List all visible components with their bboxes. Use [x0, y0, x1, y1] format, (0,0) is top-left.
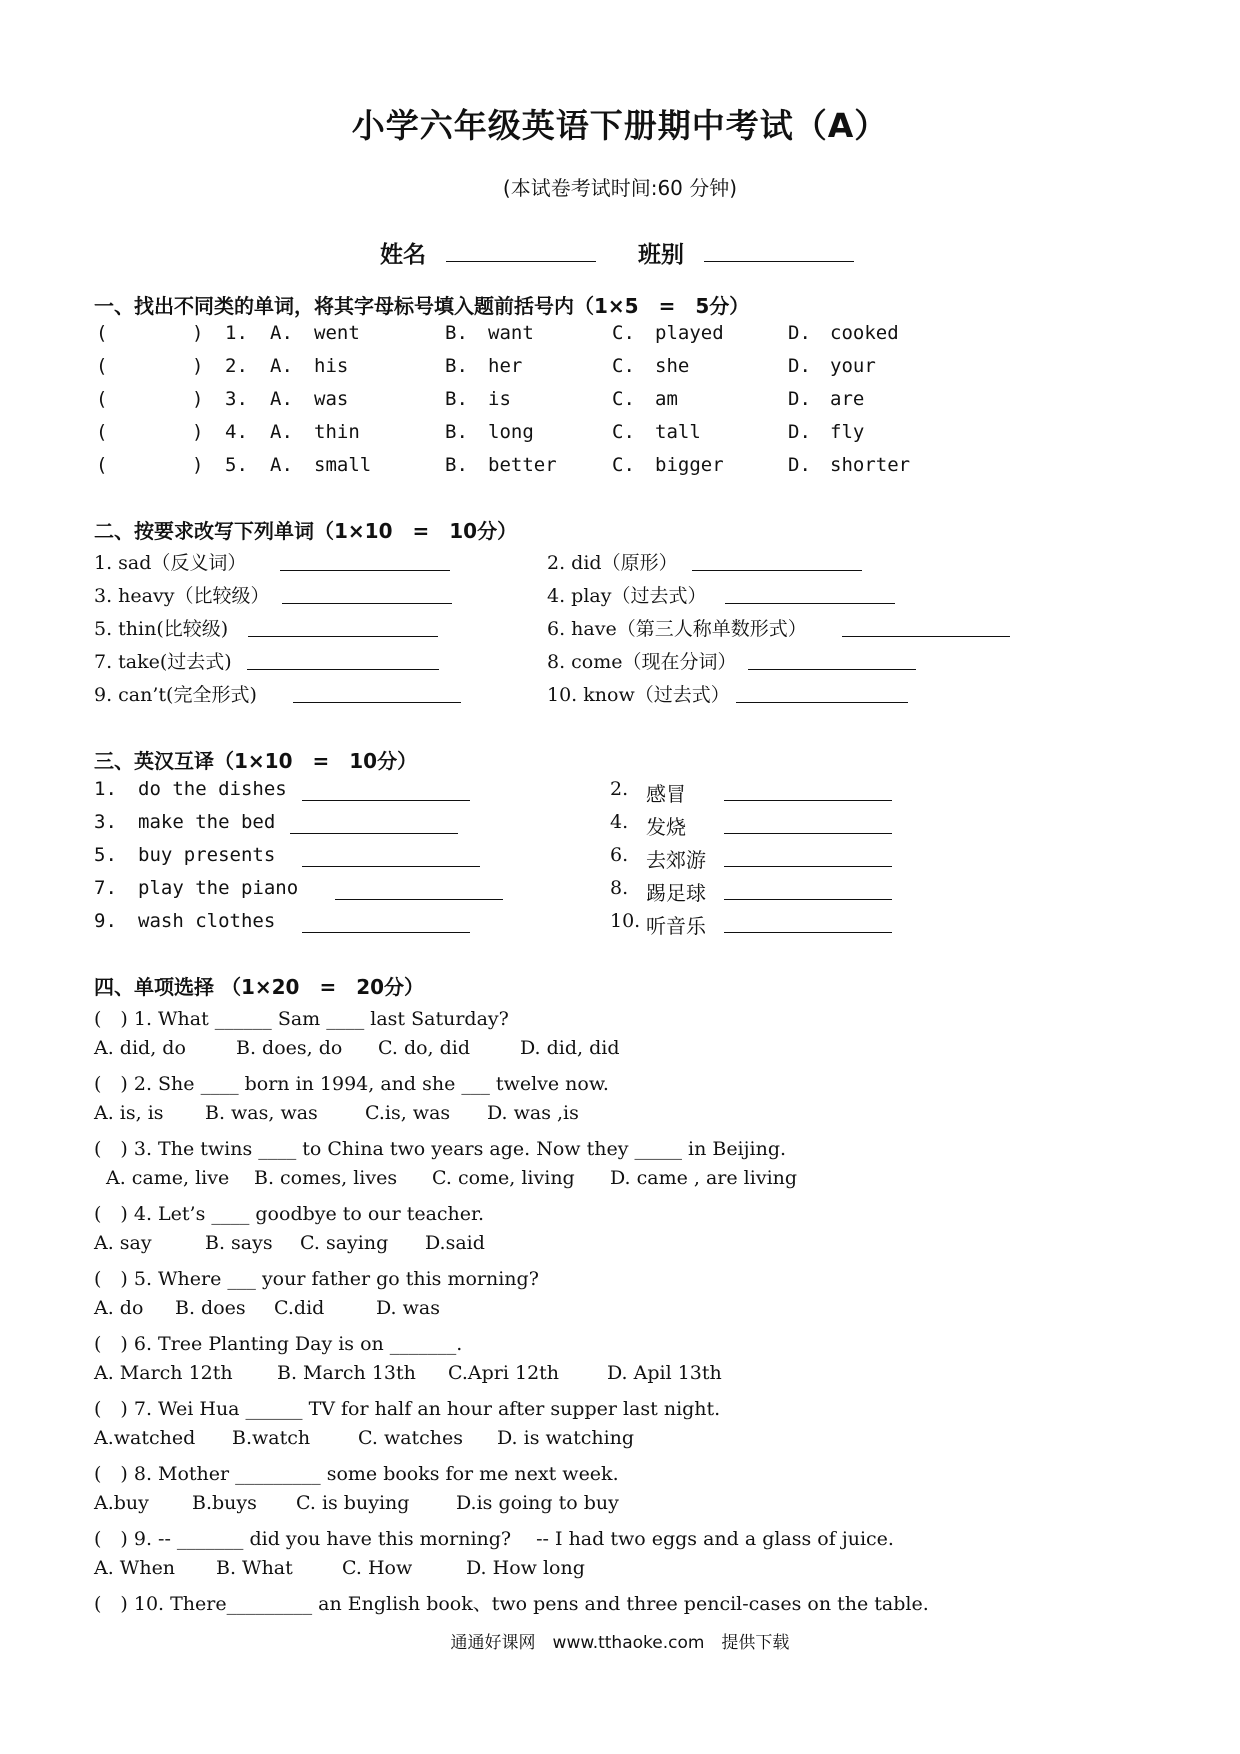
question-number: 1. — [225, 322, 248, 344]
option-letter-b: B. — [445, 454, 468, 476]
mc-question: ( ) 7. Wei Hua ______ TV for half an hour after supper last night. — [94, 1398, 721, 1420]
answer-blank — [282, 603, 452, 604]
option-letter-c: C. — [612, 355, 635, 377]
mc-option: D.said — [425, 1231, 485, 1254]
translate-phrase: wash clothes — [138, 910, 276, 932]
translate-number: 10. — [610, 910, 641, 932]
mc-option: B. comes, lives — [254, 1166, 398, 1189]
class-blank — [704, 241, 854, 262]
translate-phrase: 听音乐 — [646, 914, 706, 938]
answer-blank — [724, 899, 892, 900]
mc-option: D. was ,is — [487, 1101, 579, 1124]
mc-question: ( ) 4. Let’s ____ goodbye to our teacher. — [94, 1203, 485, 1225]
mc-question: ( ) 8. Mother _________ some books for me next week. — [94, 1463, 619, 1485]
translate-phrase: 感冒 — [646, 782, 686, 806]
answer-blank — [724, 833, 892, 834]
option-letter-d: D. — [788, 454, 811, 476]
footer-source: 通通好课网 www.tthaoke.com 提供下载 — [450, 1633, 790, 1653]
mc-option: C. is buying — [296, 1491, 410, 1514]
question-number: 5. — [225, 454, 248, 476]
option-a: small — [314, 454, 372, 476]
mc-option: A.watched — [94, 1426, 196, 1449]
option-c: am — [655, 388, 678, 410]
translate-number: 6. — [610, 844, 629, 866]
translate-phrase: buy presents — [138, 844, 276, 866]
mc-option: A. came, live — [106, 1166, 230, 1189]
answer-paren-close: ) — [192, 388, 204, 410]
translate-phrase: 发烧 — [646, 815, 686, 839]
answer-blank — [290, 833, 458, 834]
page-title: 小学六年级英语下册期中考试（A） — [351, 106, 889, 145]
mc-option: A. say — [94, 1231, 152, 1254]
option-b: better — [488, 454, 557, 476]
translate-number: 1. — [94, 778, 117, 800]
rewrite-item: 8. come（现在分词） — [547, 651, 737, 673]
translate-number: 8. — [610, 877, 629, 899]
option-letter-d: D. — [788, 421, 811, 443]
option-c: bigger — [655, 454, 724, 476]
mc-option: A. March 12th — [94, 1361, 233, 1384]
mc-option: D. Apil 13th — [607, 1361, 722, 1384]
answer-blank — [302, 866, 480, 867]
answer-blank — [293, 702, 461, 703]
rewrite-item: 1. sad（反义词） — [94, 552, 247, 574]
mc-question: ( ) 1. What ______ Sam ____ last Saturday? — [94, 1008, 509, 1030]
answer-blank — [842, 636, 1010, 637]
option-letter-a: A. — [270, 355, 293, 377]
mc-option: A.buy — [94, 1491, 149, 1514]
option-letter-b: B. — [445, 355, 468, 377]
answer-paren-open: ( — [96, 355, 108, 377]
option-b: is — [488, 388, 511, 410]
option-c: she — [655, 355, 690, 377]
rewrite-item: 6. have（第三人称单数形式） — [547, 618, 807, 640]
option-b: want — [488, 322, 534, 344]
mc-question: ( ) 3. The twins ____ to China two years age. Now they _____ in Beijing. — [94, 1138, 787, 1160]
rewrite-item: 2. did（原形） — [547, 552, 678, 574]
option-d: cooked — [830, 322, 899, 344]
mc-question: ( ) 2. She ____ born in 1994, and she ___ twelve now. — [94, 1073, 609, 1095]
rewrite-item: 3. heavy（比较级） — [94, 585, 270, 607]
answer-paren-close: ) — [192, 421, 204, 443]
name-field — [380, 236, 596, 269]
translate-number: 5. — [94, 844, 117, 866]
mc-question: ( ) 10. There_________ an English book、two pens and three pencil-cases on the table. — [94, 1593, 929, 1615]
option-letter-c: C. — [612, 454, 635, 476]
section2-heading: 二、按要求改写下列单词（1×10 = 10分） — [94, 519, 518, 543]
mc-option: B. says — [205, 1231, 273, 1254]
mc-option: B. What — [216, 1556, 293, 1579]
mc-option: D. How long — [466, 1556, 585, 1579]
option-letter-c: C. — [612, 388, 635, 410]
mc-option: D. came , are living — [610, 1166, 798, 1189]
option-d: fly — [830, 421, 865, 443]
option-letter-a: A. — [270, 454, 293, 476]
option-b: her — [488, 355, 523, 377]
mc-option: C.is, was — [365, 1101, 451, 1124]
mc-option: D. is watching — [497, 1426, 635, 1449]
mc-option: D. did, did — [520, 1036, 620, 1059]
option-letter-b: B. — [445, 421, 468, 443]
mc-option: C. saying — [300, 1231, 389, 1254]
section1-heading: 一、找出不同类的单词，将其字母标号填入题前括号内（1×5 = 5分） — [94, 294, 750, 318]
option-letter-d: D. — [788, 355, 811, 377]
option-letter-b: B. — [445, 388, 468, 410]
answer-paren-close: ) — [192, 454, 204, 476]
option-a: went — [314, 322, 360, 344]
mc-option: C.did — [274, 1296, 325, 1319]
mc-option: A. When — [94, 1556, 176, 1579]
option-d: are — [830, 388, 865, 410]
mc-option: D. was — [376, 1296, 440, 1319]
answer-blank — [724, 866, 892, 867]
option-a: his — [314, 355, 349, 377]
exam-duration: (本试卷考试时间:60 分钟) — [502, 176, 738, 200]
option-letter-c: C. — [612, 421, 635, 443]
answer-blank — [748, 669, 916, 670]
answer-paren-close: ) — [192, 322, 204, 344]
class-label: 班别 — [638, 242, 684, 268]
mc-option: A. do — [94, 1296, 144, 1319]
answer-paren-open: ( — [96, 388, 108, 410]
option-d: your — [830, 355, 876, 377]
translate-number: 3. — [94, 811, 117, 833]
rewrite-item: 10. know（过去式） — [547, 684, 730, 706]
translate-number: 2. — [610, 778, 629, 800]
mc-option: C. do, did — [378, 1036, 471, 1059]
mc-option: B. was, was — [205, 1101, 318, 1124]
mc-option: C. come, living — [432, 1166, 575, 1189]
option-letter-c: C. — [612, 322, 635, 344]
mc-question: ( ) 5. Where ___ your father go this morning? — [94, 1268, 539, 1290]
option-b: long — [488, 421, 534, 443]
answer-blank — [724, 800, 892, 801]
translate-phrase: 去郊游 — [646, 848, 706, 872]
mc-option: C. watches — [358, 1426, 464, 1449]
translate-number: 7. — [94, 877, 117, 899]
rewrite-item: 7. take(过去式) — [94, 651, 232, 673]
answer-blank — [724, 932, 892, 933]
translate-number: 4. — [610, 811, 629, 833]
translate-phrase: 踢足球 — [646, 881, 706, 905]
option-letter-a: A. — [270, 322, 293, 344]
mc-option: A. did, do — [94, 1036, 186, 1059]
answer-blank — [248, 636, 438, 637]
rewrite-item: 4. play（过去式） — [547, 585, 707, 607]
class-field — [638, 236, 854, 269]
translate-phrase: do the dishes — [138, 778, 287, 800]
name-label: 姓名 — [380, 242, 426, 268]
answer-blank — [302, 800, 470, 801]
mc-option: C. How — [342, 1556, 413, 1579]
option-a: was — [314, 388, 349, 410]
mc-option: B. does — [175, 1296, 246, 1319]
option-letter-d: D. — [788, 322, 811, 344]
option-letter-b: B. — [445, 322, 468, 344]
answer-blank — [736, 702, 908, 703]
answer-blank — [280, 570, 450, 571]
option-letter-a: A. — [270, 421, 293, 443]
translate-number: 9. — [94, 910, 117, 932]
mc-option: B.buys — [192, 1491, 257, 1514]
answer-blank — [692, 570, 862, 571]
option-a: thin — [314, 421, 360, 443]
option-c: played — [655, 322, 724, 344]
answer-blank — [247, 669, 439, 670]
section3-heading: 三、英汉互译（1×10 = 10分） — [94, 749, 418, 773]
option-c: tall — [655, 421, 701, 443]
answer-paren-open: ( — [96, 322, 108, 344]
translate-phrase: make the bed — [138, 811, 276, 833]
mc-option: A. is, is — [94, 1101, 164, 1124]
mc-question: ( ) 9. -- _______ did you have this morning? -- I had two eggs and a glass of juice. — [94, 1528, 894, 1550]
mc-option: B. March 13th — [277, 1361, 416, 1384]
question-number: 2. — [225, 355, 248, 377]
answer-blank — [302, 932, 470, 933]
mc-option: D.is going to buy — [456, 1491, 619, 1514]
question-number: 4. — [225, 421, 248, 443]
option-d: shorter — [830, 454, 911, 476]
answer-blank — [335, 899, 503, 900]
mc-option: B. does, do — [236, 1036, 343, 1059]
rewrite-item: 5. thin(比较级) — [94, 618, 229, 640]
question-number: 3. — [225, 388, 248, 410]
mc-option: C.Apri 12th — [448, 1361, 560, 1384]
mc-question: ( ) 6. Tree Planting Day is on _______. — [94, 1333, 463, 1355]
section4-heading: 四、单项选择 （1×20 = 20分） — [94, 975, 425, 999]
answer-blank — [725, 603, 895, 604]
answer-paren-open: ( — [96, 421, 108, 443]
rewrite-item: 9. can’t(完全形式) — [94, 684, 257, 706]
mc-option: B.watch — [232, 1426, 311, 1449]
option-letter-d: D. — [788, 388, 811, 410]
translate-phrase: play the piano — [138, 877, 299, 899]
answer-paren-open: ( — [96, 454, 108, 476]
option-letter-a: A. — [270, 388, 293, 410]
name-blank — [446, 241, 596, 262]
answer-paren-close: ) — [192, 355, 204, 377]
